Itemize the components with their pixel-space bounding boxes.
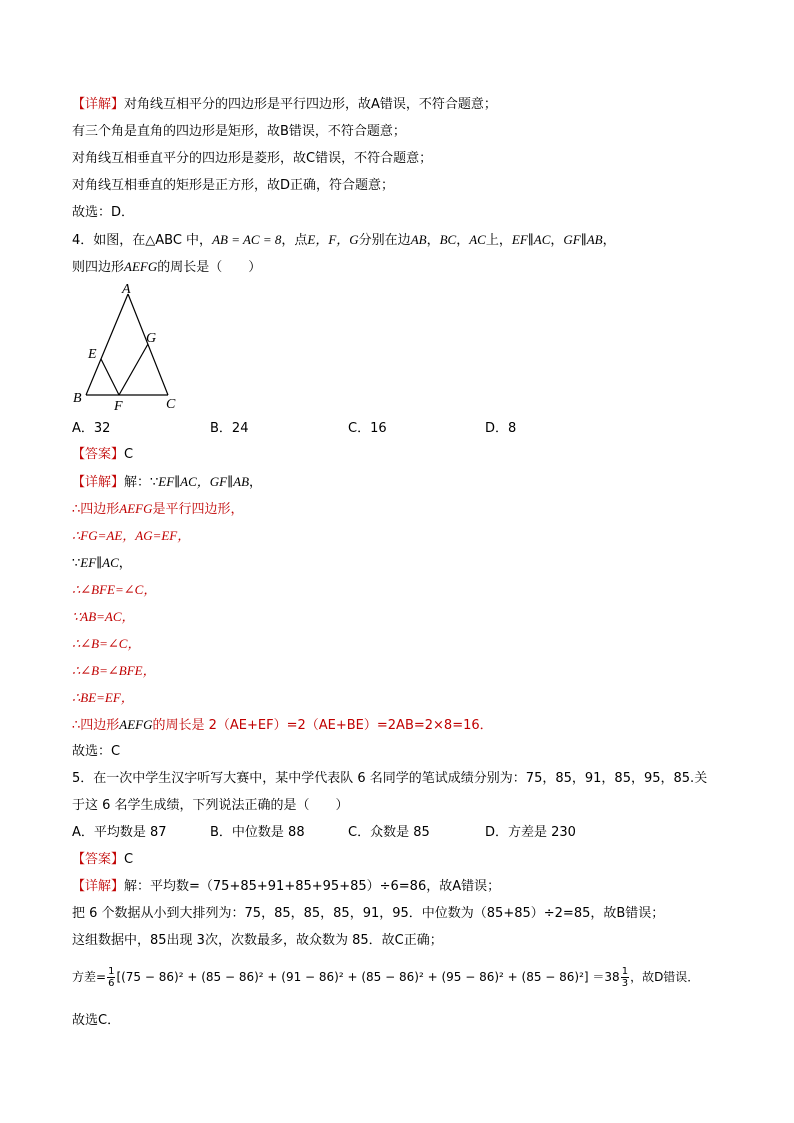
fraction-numerator: 1	[621, 966, 629, 977]
q4-stem-math: AEFG	[124, 259, 158, 274]
fraction-numerator: 1	[108, 966, 115, 977]
q3-detail-line-2: 有三个角是直角的四边形是矩形，故B错误，不符合题意；	[72, 124, 406, 139]
detail-tag: 【详解】	[72, 475, 125, 490]
q5-stem-line-1: 5．在一次中学生汉字听写大赛中，某中学代表队 6 名同学的笔试成绩分别为：75，85，91，85，95，85.关	[72, 771, 708, 786]
segment-ef	[101, 359, 119, 395]
q4-stem-line-1	[72, 231, 616, 250]
q4-stem-line-2	[72, 258, 261, 277]
q4-detail-part: 是平行四边形，	[152, 502, 244, 517]
variance-fraction	[107, 966, 115, 989]
q4-stem-part: 分别在边	[358, 233, 411, 248]
label-b: B	[73, 391, 82, 406]
label-e: E	[88, 347, 97, 362]
q4-detail-line-5: ∴∠BFE=∠C，	[72, 582, 157, 597]
q4-detail-line-1	[72, 473, 262, 492]
triangle-figure	[70, 282, 190, 417]
q4-detail-line-6: ∵AB=AC，	[72, 609, 135, 624]
detail-tag: 【详解】	[72, 879, 125, 894]
q4-stem-part: 上，	[485, 233, 512, 248]
q4-detail-line-2	[72, 500, 244, 519]
q5-option-c: C．众数是 85	[348, 825, 430, 840]
q4-option-c: C．16	[348, 421, 387, 436]
q4-answer	[72, 446, 133, 464]
label-g: G	[146, 331, 157, 346]
fraction-denominator: 3	[621, 978, 629, 989]
q5-detail-line-1	[72, 878, 500, 896]
variance-mixed-fraction	[621, 966, 629, 989]
q5-answer	[72, 851, 133, 869]
q4-stem-part: ，	[550, 233, 564, 248]
q4-stem-math: EF∥AC	[511, 232, 551, 247]
q3-detail-line-3: 对角线互相垂直平分的四边形是菱形，故C错误，不符合题意；	[72, 151, 433, 166]
q4-stem-part: 4．如图，在△ABC 中，	[72, 233, 213, 248]
q5-detail-line-2: 把 6 个数据从小到大排列为：75，85，85，85，91，95．中位数为（85+85）÷2=85，故B错误；	[72, 906, 665, 921]
q4-detail-line-8: ∴∠B=∠BFE，	[72, 663, 156, 678]
answer-tag: 【答案】	[72, 447, 125, 462]
detail-tag: 【详解】	[72, 97, 125, 112]
q5-variance-line	[72, 966, 699, 989]
q4-detail-part: ∴四边形	[72, 718, 120, 733]
q4-detail-part: ∴四边形	[72, 502, 120, 517]
q4-stem-math: GF∥AB	[563, 232, 603, 247]
q4-choice: 故选：C	[72, 744, 121, 759]
label-a: A	[122, 282, 131, 297]
variance-tail: ，故D错误．	[630, 970, 700, 984]
q3-detail-line-1	[72, 96, 497, 114]
q4-detail-part: 解：∵	[124, 475, 159, 490]
q4-detail-line-10	[72, 716, 493, 735]
answer-tag: 【答案】	[72, 852, 125, 867]
fraction-denominator: 6	[108, 978, 115, 989]
q4-stem-math: AC	[469, 232, 486, 247]
q5-answer-value: C	[124, 852, 134, 867]
q4-detail-line-7: ∴∠B=∠C，	[72, 636, 141, 651]
label-c: C	[166, 397, 176, 412]
q4-detail-line-4	[72, 554, 132, 573]
q4-stem-part: 的周长是（ ）	[157, 260, 262, 275]
q4-stem-part: ，点	[281, 233, 308, 248]
q4-detail-part: 的周长是 2（AE+EF）=2（AE+BE）=2AB=2×8=16．	[152, 718, 493, 733]
variance-label: 方差=	[72, 970, 107, 984]
q5-detail-line-3: 这组数据中，85出现 3次，次数最多，故众数为 85．故C正确；	[72, 933, 443, 948]
q4-detail-part: ，	[249, 475, 263, 490]
label-f: F	[114, 399, 123, 414]
q5-option-d: D．方差是 230	[485, 825, 576, 840]
q4-stem-part: ，	[426, 233, 440, 248]
q5-detail-text-1: 解：平均数=（75+85+91+85+95+85）÷6=86，故A错误；	[124, 879, 501, 894]
q3-choice: 故选：D．	[72, 205, 135, 220]
q5-option-b: B．中位数是 88	[210, 825, 305, 840]
q4-detail-math: AEFG	[119, 501, 153, 516]
q4-detail-math: EF∥AC	[80, 555, 119, 570]
q4-stem-part: ，	[602, 233, 616, 248]
q4-stem-math: BC	[439, 232, 457, 247]
q4-stem-part: ，	[456, 233, 470, 248]
q4-stem-math: AB	[410, 232, 427, 247]
q4-stem-part: 则四边形	[72, 260, 125, 275]
q4-option-a: A．32	[72, 421, 111, 436]
q4-detail-line-9: ∴BE=EF，	[72, 690, 134, 705]
q4-stem-math: E，F，G	[307, 232, 359, 247]
q5-choice: 故选C．	[72, 1013, 121, 1028]
q4-detail-part: ，	[118, 556, 132, 571]
q4-stem-math: AB = AC = 8	[212, 232, 282, 247]
q4-detail-line-3: ∴FG=AE，AG=EF，	[72, 528, 191, 543]
q4-detail-part: ∵	[72, 556, 81, 571]
q3-detail-text-1: 对角线互相平分的四边形是平行四边形，故A错误，不符合题意；	[124, 97, 497, 112]
q4-detail-math: EF∥AC，GF∥AB	[158, 474, 250, 489]
q4-option-b: B．24	[210, 421, 249, 436]
q4-detail-math: AEFG	[119, 717, 153, 732]
q4-answer-value: C	[124, 447, 134, 462]
q5-option-a: A．平均数是 87	[72, 825, 167, 840]
q4-option-d: D．8	[485, 421, 517, 436]
q3-detail-line-4: 对角线互相垂直的矩形是正方形，故D正确，符合题意；	[72, 178, 395, 193]
segment-gf	[119, 344, 148, 395]
variance-body: [(75 − 86)² + (85 − 86)² + (91 − 86)² + (85 − 86)² + (95 − 86)² + (85 − 86)²] ＝38	[116, 970, 620, 984]
q5-stem-line-2: 于这 6 名学生成绩，下列说法正确的是（ ）	[72, 798, 349, 813]
side-ab	[86, 294, 128, 395]
